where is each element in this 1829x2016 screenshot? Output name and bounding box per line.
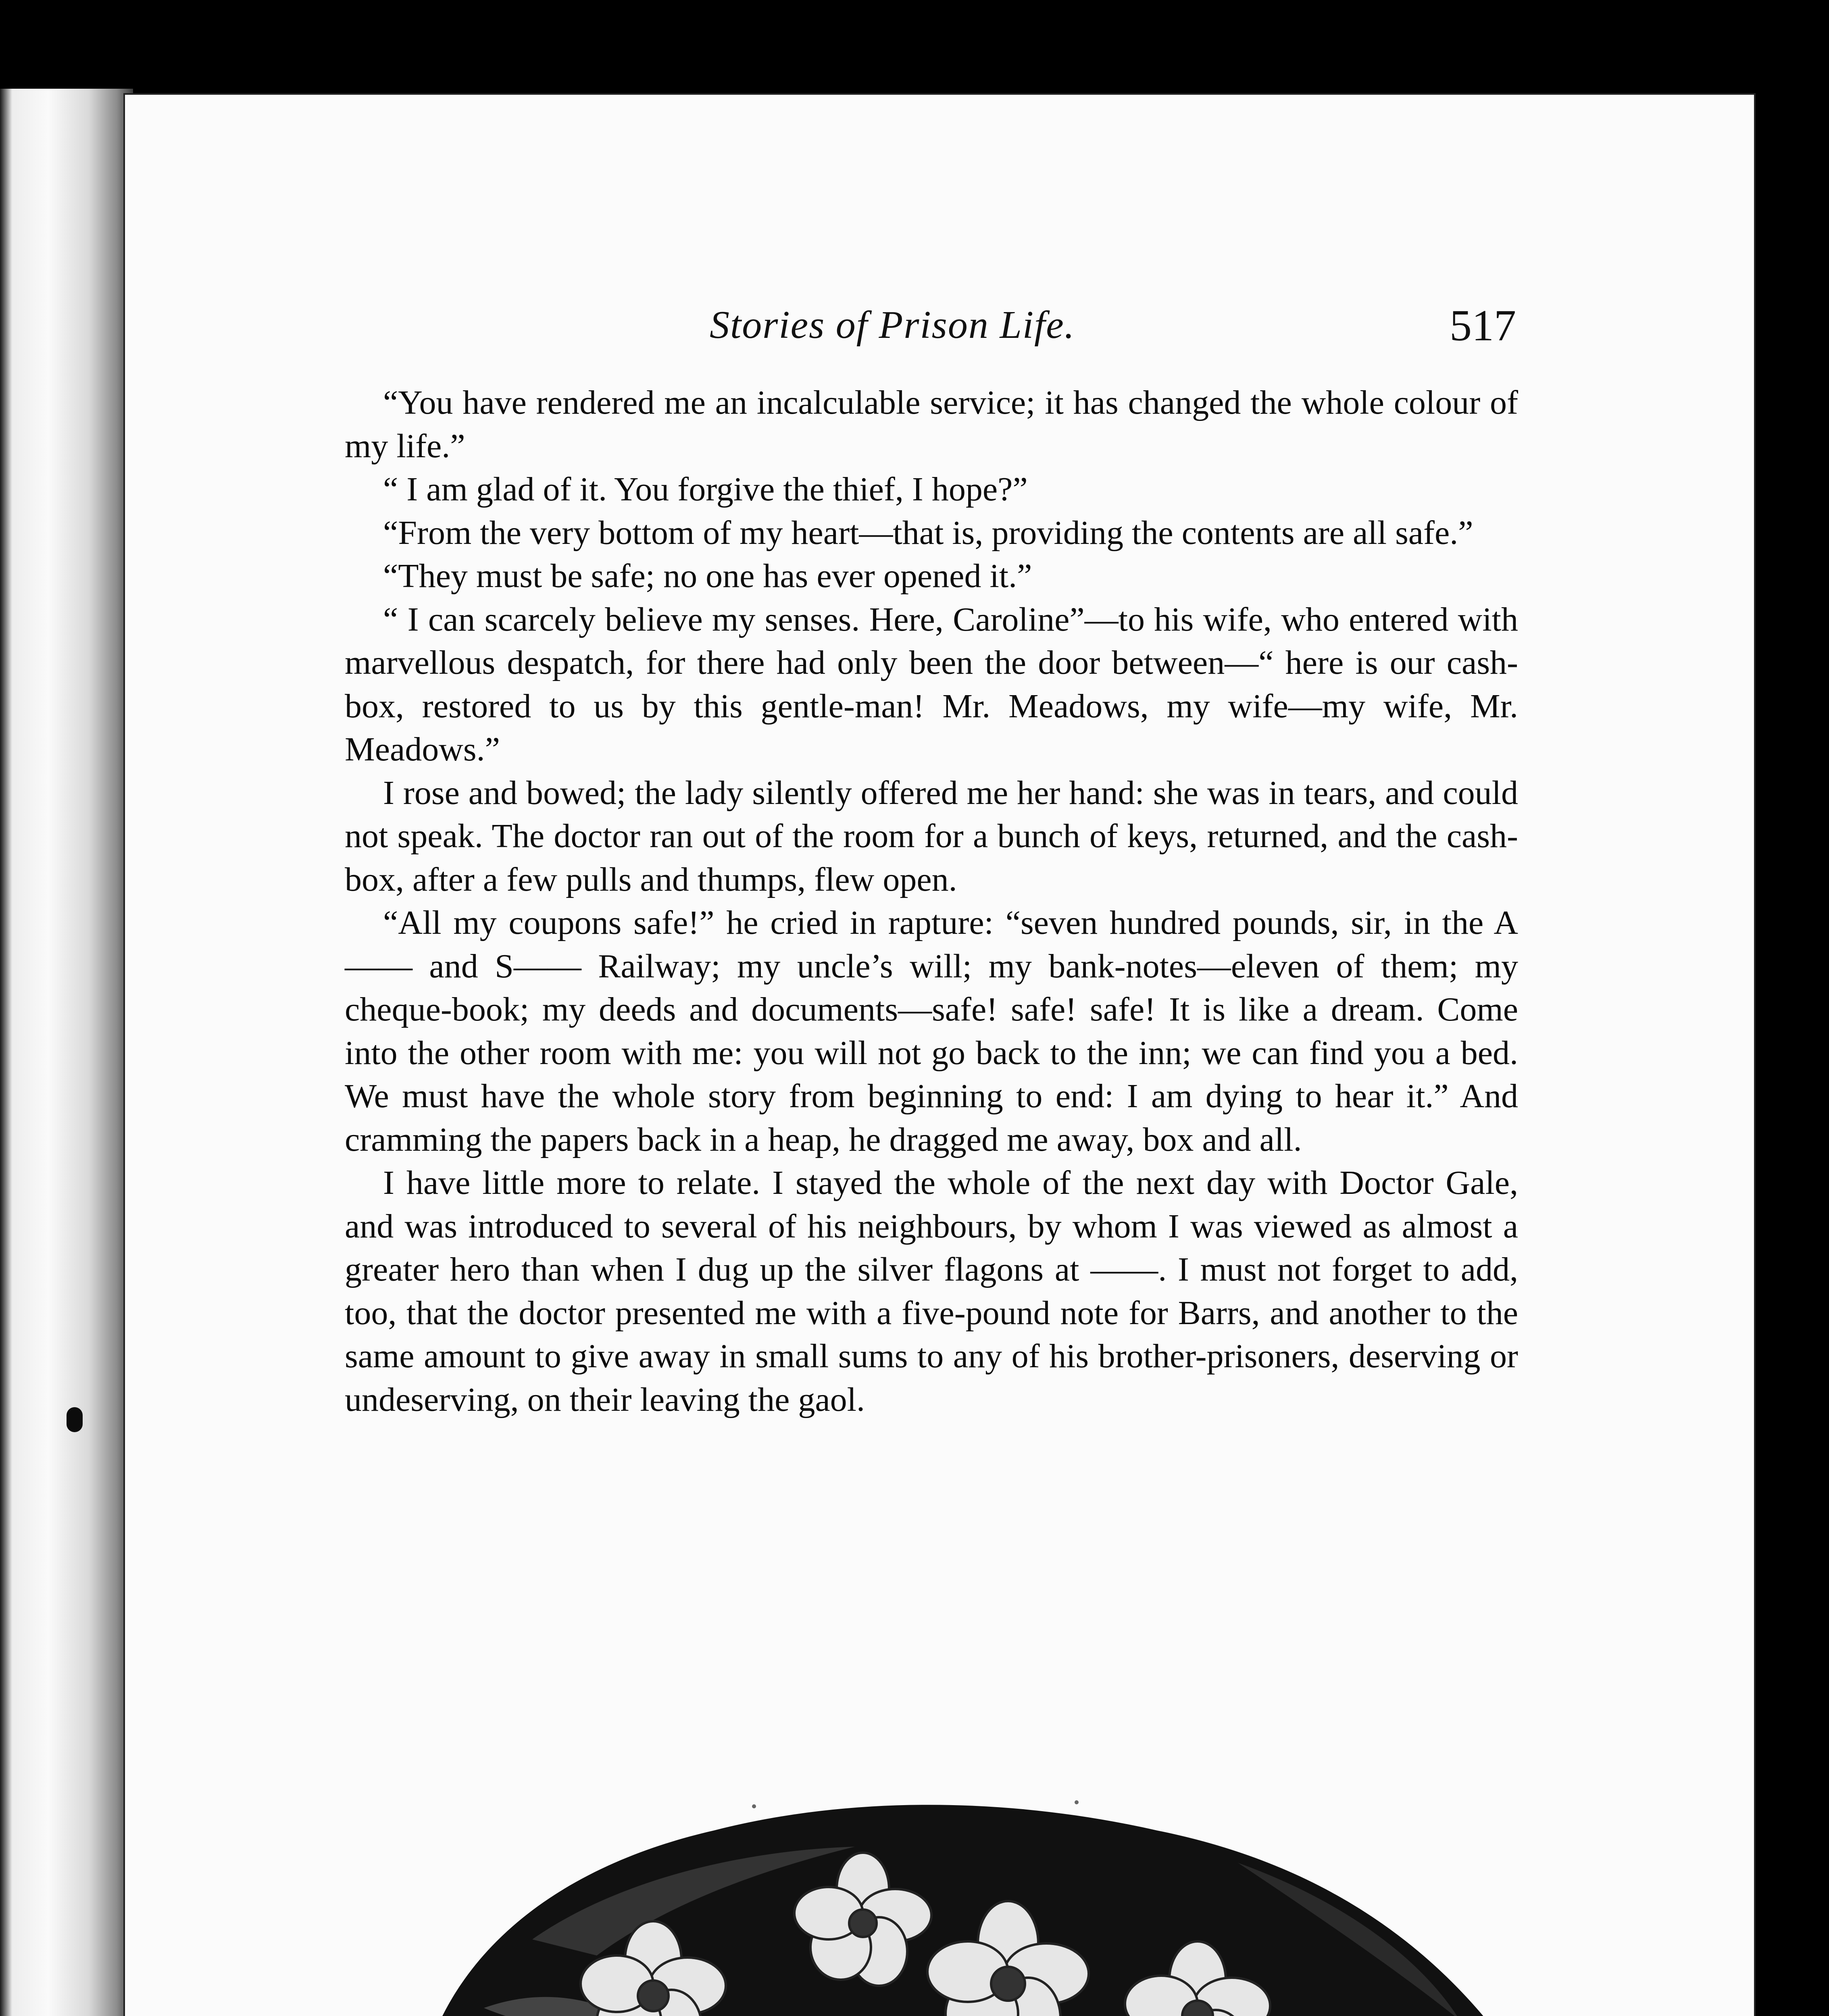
paragraph: I rose and bowed; the lady silently offered me her hand: she was in tears, and could not speak. The doctor ran out of the room for a bunch of keys, returned, and the cash-box, after a few pulls and thumps, flew open.: [345, 774, 1518, 898]
paragraph: “From the very bottom of my heart—that is, providing the contents are all safe.”: [383, 514, 1473, 552]
running-head: [347, 302, 1516, 355]
paragraph: “They must be safe; no one has ever opened it.”: [383, 557, 1032, 595]
paragraph: “ I am glad of it. You forgive the thief, I hope?”: [383, 471, 1028, 508]
paragraph: “You have rendered me an incalculable service; it has changed the whole colour of my life.”: [345, 384, 1518, 465]
binding-mark: [67, 1407, 83, 1432]
book-spine: [0, 89, 133, 2016]
paragraph: “All my coupons safe!” he cried in rapture: “seven hundred pounds, sir, in the A—— and S—— Railway; my uncle’s will; my bank-notes—eleven of them; my cheque-book; my deeds and documents—safe! safe! safe! It is like a dream. Come into the other room with me: you will not go back to the inn; we can find you a bed. We must have the whole story from beginning to end: I am dying to hear it.” And cramming the papers back in a heap, he dragged me away, box and all.: [345, 904, 1518, 1158]
page-number: 517: [1450, 301, 1516, 350]
running-title: Stories of Prison Life.: [710, 303, 1075, 347]
paragraph: “ I can scarcely believe my senses. Here, Caroline”—to his wife, who entered with marvellous despatch, for there had only been the door between—“ here is our cash-box, restored to us by this gentle-man! Mr. Meadows, my wife—my wife, Mr. Meadows.”: [345, 600, 1518, 768]
paragraph: I have little more to relate. I stayed the whole of the next day with Doctor Gale, and was introduced to several of his neighbours, by whom I was viewed as almost a greater hero than when I dug up the silver flagons at ——. I must not forget to add, too, that the doctor presented me with a five-pound note for Barrs, and another to the same amount to give away in small sums to any of his brother-prisoners, deserving or undeserving, on their leaving the gaol.: [345, 1164, 1518, 1418]
body-text: [345, 381, 1518, 1421]
flower-engraving: [290, 1730, 1593, 2016]
